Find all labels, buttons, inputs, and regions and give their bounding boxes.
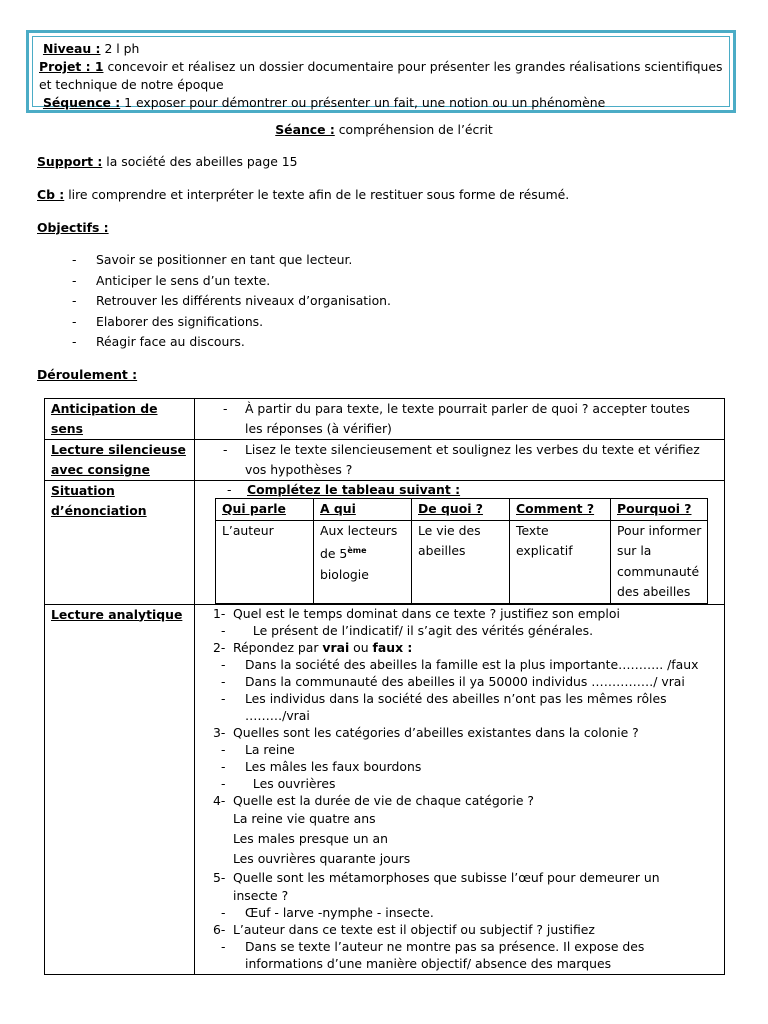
- row-content-lecture-analytique: 1- Quel est le temps dominat dans ce texte ? justifiez son emploi - Le présent de l’indicatif/ il s’agit des vérités générales. 2- Répondez par vrai ou faux : - Dans la société des abeilles la famille est la plus importante……….. /faux - Dans la communauté des abeilles il ya 50000 individus ……………/ vrai - Les individus dans la société des abeilles n’ont pas les mêmes rôles ………/vrai 3- Quelles sont les catégories d’abeilles existantes dans la colonie ? - La reine - Les mâles les faux bourdons - Les ouvrières 4- Quelle est la durée de vie de chaque catégorie ? La reine vie quatre ans Les males presque un an Les ouvrières quarante jours 5- Quelle sont les métamorphoses que subisse l’œuf pour demeurer un insecte ? - Œuf - larve -nymphe - insecte. 6- L’auteur dans ce texte est il objectif ou subjectif ? justifiez - Dans se texte l’auteur ne montre pas sa présence. Il expose des informations d’une manière objectif/ absence des marques: [195, 604, 725, 974]
- cell-a-qui: Aux lecteurs de 5ème biologie: [314, 520, 412, 603]
- header-comment: Comment ?: [510, 499, 611, 521]
- table-row: [45, 399, 725, 440]
- list-item: - Retrouver les différents niveaux d’organisation.: [72, 293, 391, 308]
- sequence-value: 1 exposer pour démontrer ou présenter un fait, une notion ou un phénomène: [124, 95, 606, 110]
- row-content-anticipation: - À partir du para texte, le texte pourrait parler de quoi ? accepter toutes les réponses (à vérifier): [195, 399, 725, 440]
- niveau-value: 2 l ph: [104, 41, 140, 56]
- deroulement-title: Déroulement :: [37, 367, 138, 382]
- cb-line: [37, 186, 569, 204]
- support-value: la société des abeilles page 15: [106, 154, 298, 169]
- projet-line: [39, 58, 724, 76]
- sequence-line: [39, 94, 724, 112]
- niveau-line: [39, 40, 724, 58]
- objectifs-list: [72, 250, 391, 353]
- seance-value: compréhension de l’écrit: [338, 122, 493, 137]
- table-row: [45, 440, 725, 481]
- table-row: [45, 481, 725, 605]
- support-label: Support :: [37, 154, 103, 169]
- list-item: - Savoir se positionner en tant que lecteur.: [72, 252, 353, 267]
- table-row: [45, 604, 725, 974]
- objectifs-title: Objectifs :: [37, 220, 109, 235]
- header-pourquoi: Pourquoi ?: [611, 499, 708, 521]
- header-a-qui: A qui: [314, 499, 412, 521]
- seance-label: Séance :: [275, 122, 335, 137]
- projet-value: concevoir et réalisez un dossier documentaire pour présenter les grandes réalisations scientifiques: [107, 59, 723, 74]
- deroulement-table: [44, 398, 725, 975]
- projet-label: Projet : 1: [39, 59, 104, 74]
- header-qui-parle: Qui parle: [216, 499, 314, 521]
- header-de-quoi: De quoi ?: [412, 499, 510, 521]
- row-label-anticipation: Anticipation de sens: [45, 399, 195, 440]
- row-label-situation: Situation d’énonciation: [45, 481, 195, 605]
- table-row: [216, 520, 708, 603]
- row-label-lecture-analytique: Lecture analytique: [45, 604, 195, 974]
- row-content-lecture-silencieuse: - Lisez le texte silencieusement et soulignez les verbes du texte et vérifiez vos hypothèses ?: [195, 440, 725, 481]
- sequence-label: Séquence :: [42, 95, 121, 110]
- list-item: - Anticiper le sens d’un texte.: [72, 272, 271, 288]
- cell-pourquoi: Pour informer sur la communauté des abeilles: [611, 520, 708, 603]
- cb-value: lire comprendre et interpréter le texte afin de le restituer sous forme de résumé.: [68, 187, 570, 202]
- row-content-situation: - Complétez le tableau suivant : Qui parle A qui De quoi ? Comment ? Pourquoi ? L’auteur Aux lecteurs de 5ème biologie Le vie des abeilles Texte explicatif Pour informer sur la communauté des abeilles: [195, 481, 725, 605]
- list-item: - Réagir face au discours.: [72, 334, 245, 349]
- enonciation-table: [215, 498, 708, 604]
- niveau-label: Niveau :: [42, 41, 101, 56]
- list-item: - Elaborer des significations.: [72, 313, 264, 329]
- table-row: [216, 499, 708, 521]
- header-box: [26, 30, 736, 113]
- cell-comment: Texte explicatif: [510, 520, 611, 603]
- situation-instruction: Complétez le tableau suivant :: [247, 482, 461, 497]
- seance-line: [0, 121, 768, 139]
- row-label-lecture-silencieuse: Lecture silencieuse avec consigne: [45, 440, 195, 481]
- projet-line-2: et technique de notre époque: [39, 77, 224, 92]
- support-line: [37, 153, 298, 171]
- header-content: [32, 36, 730, 110]
- cell-de-quoi: Le vie des abeilles: [412, 520, 510, 603]
- cell-qui-parle: L’auteur: [216, 520, 314, 603]
- cb-label: Cb :: [37, 187, 65, 202]
